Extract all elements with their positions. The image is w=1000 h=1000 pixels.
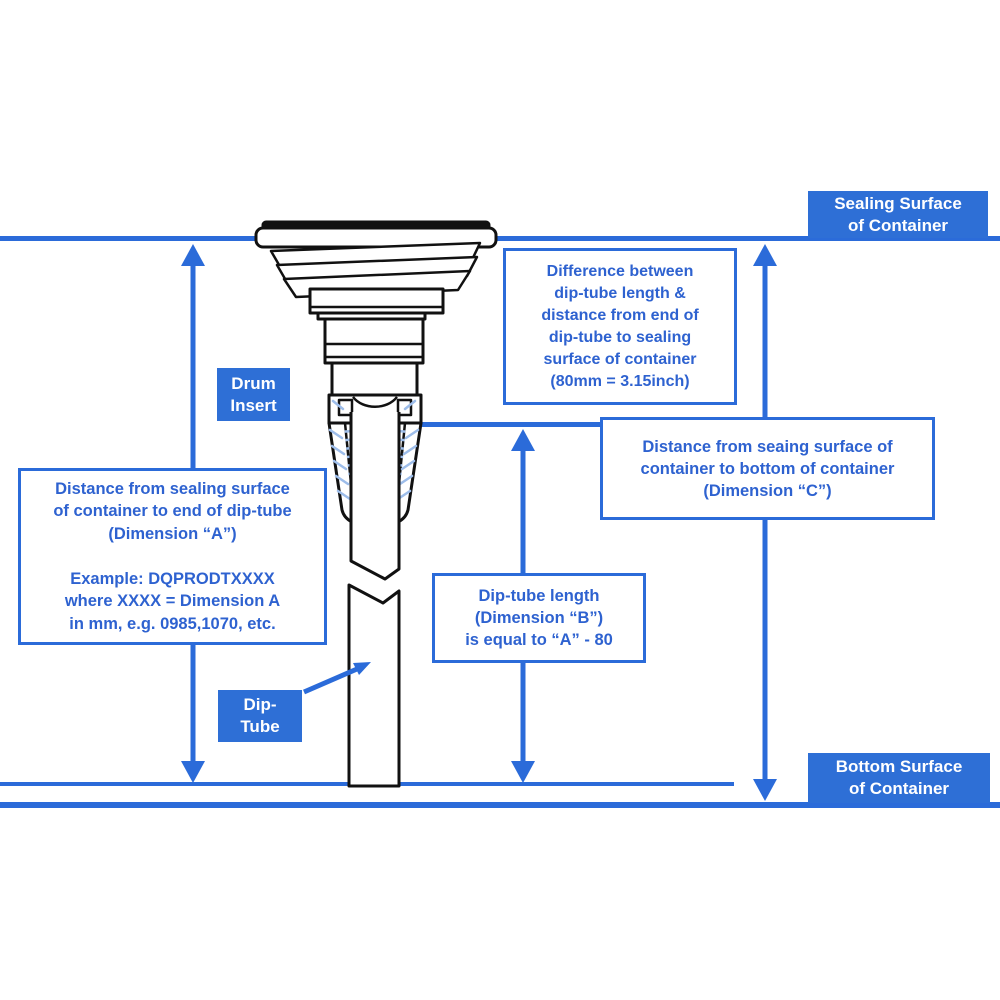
callout-dimension-b: Dip-tube length (Dimension “B”) is equal to “A” - 80 (432, 573, 646, 663)
label-dip-tube-line1: Dip- (243, 695, 277, 714)
label-bottom-surface-line2: of Container (848, 779, 950, 798)
label-drum-insert-line1: Drum (231, 373, 276, 393)
label-sealing-surface-line1: Sealing Surface (834, 193, 962, 213)
label-drum-insert (217, 368, 290, 421)
callout-dimension-a: Distance from sealing surface of container to end of dip-tube (Dimension “A”) Example: DQPRODTXXXX where XXXX = Dimension A in mm, e.g. 0985,1070, etc. (18, 468, 327, 645)
label-sealing-surface-line2: of Container (847, 215, 949, 235)
dip-tube-drawing (349, 412, 399, 786)
label-dip-tube (218, 690, 302, 742)
callout-dimension-c: Distance from seaing surface of container to bottom of container (Dimension “C”) (600, 417, 935, 520)
label-bottom-surface-line1: Bottom Surface (835, 757, 963, 776)
label-dip-tube-line2: Tube (240, 717, 280, 736)
callout-difference: Difference between dip-tube length & distance from end of dip-tube to sealing surface of container (80mm = 3.15inch) (503, 248, 737, 405)
label-sealing-surface (808, 191, 988, 238)
label-bottom-surface (808, 753, 990, 803)
insert-body (310, 289, 443, 423)
dimension-c-arrow (753, 244, 777, 801)
label-drum-insert-line2: Insert (230, 395, 277, 415)
connector-line (416, 422, 600, 427)
